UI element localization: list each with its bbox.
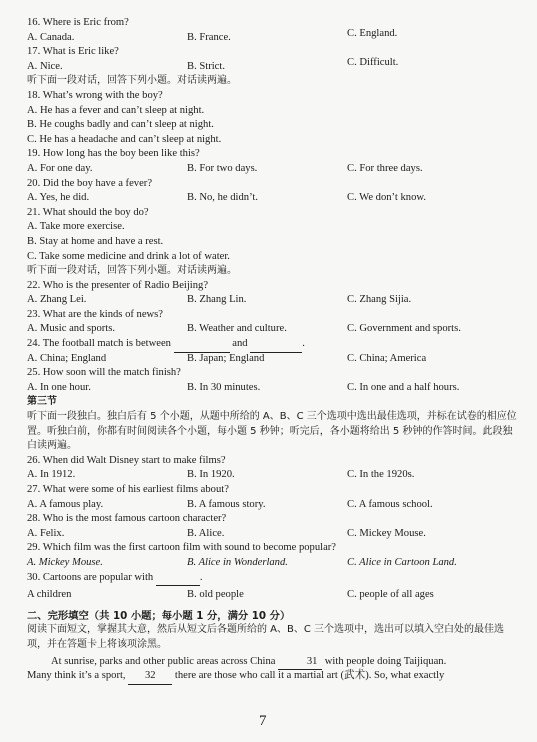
passage-text: At sunrise, parks and other public areas across China: [51, 655, 276, 667]
question-21: 21. What should the boy do?: [27, 206, 149, 218]
option-19c: C. For three days.: [347, 162, 423, 174]
option-20b: B. No, he didn’t.: [187, 192, 259, 204]
options-17: [27, 56, 517, 75]
option-30b: B. old people: [187, 589, 244, 601]
passage-line-1: [27, 655, 517, 670]
question-26: 26. When did Walt Disney start to make films?: [27, 454, 226, 466]
options-22: [27, 293, 517, 308]
question-30: [27, 571, 517, 586]
answer-blank: [156, 571, 200, 587]
options-28: [27, 527, 517, 542]
option-24c: C. China; America: [347, 352, 427, 364]
option-17a: A. Nice.: [27, 60, 63, 72]
option-21b: B. Stay at home and have a rest.: [27, 235, 164, 247]
option-27b: B. A famous story.: [187, 498, 266, 510]
question-29: 29. Which film was the first cartoon film with sound to become popular?: [27, 542, 337, 554]
answer-blank: [250, 337, 302, 353]
option-23a: A. Music and sports.: [27, 323, 115, 335]
options-19: [27, 162, 517, 177]
option-25a: A. In one hour.: [27, 381, 91, 393]
option-28c: C. Mickey Mouse.: [347, 527, 426, 539]
option-22c: C. Zhang Sijia.: [347, 294, 412, 306]
option-29c: C. Alice in Cartoon Land.: [347, 556, 457, 568]
option-20a: A. Yes, he did.: [27, 192, 90, 204]
answer-blank: [174, 337, 230, 353]
options-26: [27, 468, 517, 483]
option-23c: C. Government and sports.: [347, 323, 461, 335]
options-25: [27, 381, 517, 396]
option-25b: B. In 30 minutes.: [187, 381, 261, 393]
option-19a: A. For one day.: [27, 162, 93, 174]
option-26a: A. In 1912.: [27, 469, 76, 481]
option-21a: A. Take more exercise.: [27, 221, 125, 233]
passage-text: Many think it’s a sport,: [27, 670, 126, 682]
part-2-title: 二、完形填空（共 10 小题；每小题 1 分，满分 10 分）: [27, 609, 291, 622]
option-18a: A. He has a fever and can’t sleep at night.: [27, 104, 205, 116]
option-26c: C. In the 1920s.: [347, 469, 415, 481]
cloze-blank-32: 32: [128, 669, 172, 685]
question-30-end: .: [199, 571, 203, 583]
question-24-text: 24. The football match is between: [27, 338, 171, 350]
options-30: [27, 588, 517, 603]
instruction-dialogue-2: 听下面一段对话，回答下列小题。对话读两遍。: [27, 265, 237, 277]
options-20: [27, 191, 517, 206]
option-16c: C. England.: [347, 27, 398, 39]
option-21c: C. Take some medicine and drink a lot of water.: [27, 250, 230, 262]
option-22b: B. Zhang Lin.: [187, 294, 247, 306]
question-24-end: .: [302, 338, 305, 350]
option-28b: B. Alice.: [187, 527, 225, 539]
question-23: 23. What are the kinds of news?: [27, 308, 164, 320]
cloze-blank-31: 31: [278, 655, 322, 671]
passage-text: there are those who call it a martial art (武术). So, what exactly: [174, 670, 445, 682]
option-16a: A. Canada.: [27, 31, 75, 43]
option-23b: B. Weather and culture.: [187, 323, 287, 335]
instruction-dialogue-1: 听下面一段对话，回答下列小题。对话读两遍。: [27, 75, 237, 87]
options-16: [27, 27, 517, 46]
passage-text: with people doing Taijiquan.: [324, 655, 447, 667]
passage-line-2: [27, 669, 517, 684]
option-27c: C. A famous school.: [347, 498, 433, 510]
option-27a: A. A famous play.: [27, 498, 104, 510]
option-19b: B. For two days.: [187, 162, 258, 174]
option-17b: B. Strict.: [187, 60, 225, 72]
question-20: 20. Did the boy have a fever?: [27, 177, 153, 189]
options-24: [27, 352, 517, 367]
question-25: 25. How soon will the match finish?: [27, 367, 181, 379]
option-18b: B. He coughs badly and can’t sleep at night.: [27, 119, 214, 131]
section-3-title: 第三节: [27, 396, 57, 408]
option-17c: C. Difficult.: [347, 56, 399, 68]
question-30-text: 30. Cartoons are popular with: [27, 571, 154, 583]
question-24-and: and: [232, 338, 248, 350]
options-29: [27, 556, 517, 571]
option-30c: C. people of all ages: [347, 589, 434, 601]
option-29b: B. Alice in Wonderland.: [187, 556, 288, 568]
question-17: 17. What is Eric like?: [27, 46, 119, 58]
option-16b: B. France.: [187, 31, 231, 43]
part-2-instruction: 阅读下面短文，掌握其大意，然后从短文后各题所给的 A、B、C 三个选项中，选出可以填入空白处的最佳选项，并在答题卡上将该项涂黑。: [27, 624, 505, 650]
option-28a: A. Felix.: [27, 527, 65, 539]
option-26b: B. In 1920.: [187, 469, 235, 481]
option-24b: B. Japan; England: [187, 352, 265, 364]
option-18c: C. He has a headache and can’t sleep at night.: [27, 133, 222, 145]
question-18: 18. What’s wrong with the boy?: [27, 89, 163, 101]
options-23: [27, 322, 517, 337]
page-number: 7: [259, 713, 267, 729]
question-24: [27, 337, 517, 352]
option-30a: A children: [27, 589, 72, 601]
options-27: [27, 498, 517, 513]
question-28: 28. Who is the most famous cartoon character?: [27, 513, 227, 525]
exam-content: [27, 16, 517, 684]
question-27: 27. What were some of his earliest films about?: [27, 484, 229, 495]
question-22: 22. Who is the presenter of Radio Beijing?: [27, 279, 209, 291]
option-29a: A. Mickey Mouse.: [27, 556, 103, 568]
option-24a: A. China; England: [27, 352, 107, 364]
question-16: 16. Where is Eric from?: [27, 17, 129, 28]
option-22a: A. Zhang Lei.: [27, 294, 87, 306]
section-3-instruction: 听下面一段独白。独白后有 5 个小题，从题中所给的 A、B、C 三个选项中选出最佳选项，并标在试卷的相应位置。听独白前，你都有时间阅读各个小题，每小题 5 秒钟；听完后，各小题将给出 5 秒钟的作答时间。此段独白读两遍。: [27, 411, 517, 452]
option-20c: C. We don’t know.: [347, 192, 426, 204]
question-19: 19. How long has the boy been like this?: [27, 148, 200, 160]
option-25c: C. In one and a half hours.: [347, 381, 460, 393]
